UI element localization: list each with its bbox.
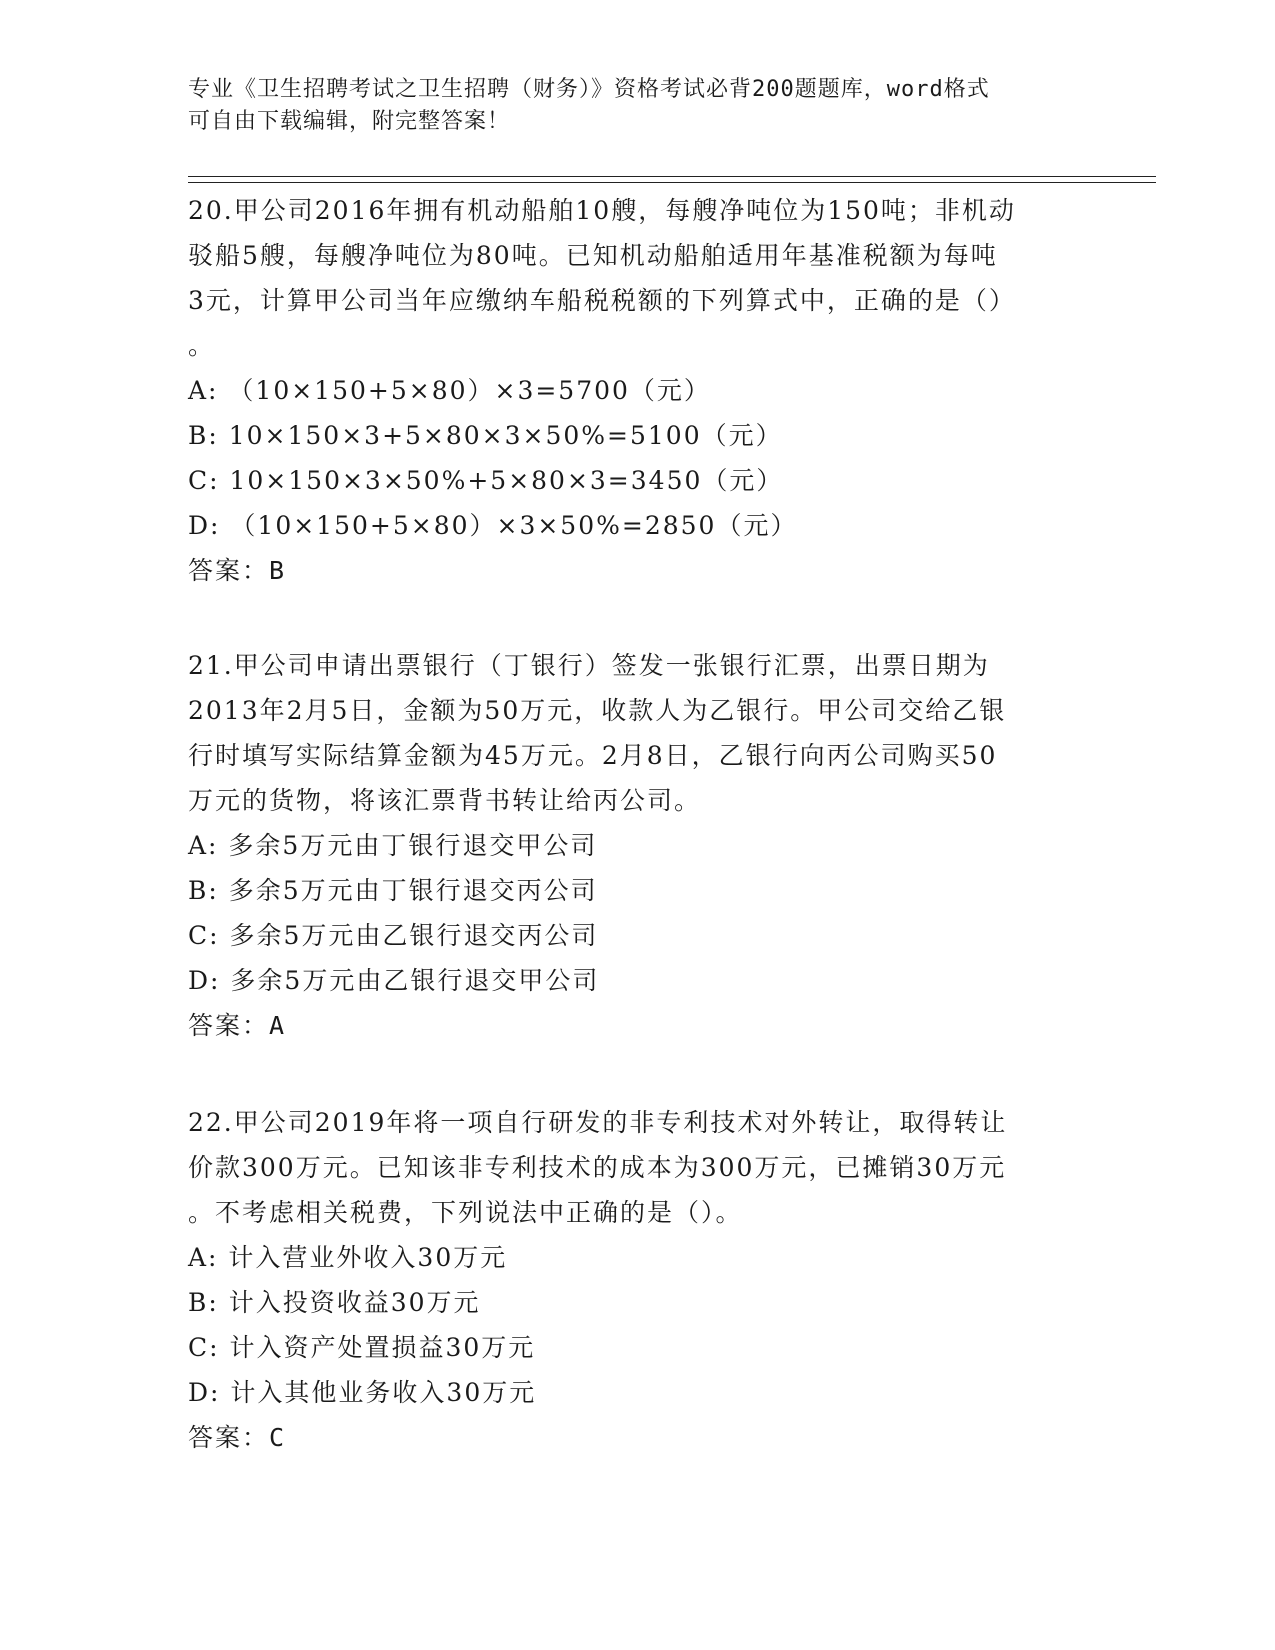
stem-line: 20.甲公司2016年拥有机动船舶10艘，每艘净吨位为150吨；非机动 — [188, 196, 1016, 225]
header-line-1: 专业《卫生招聘考试之卫生招聘（财务）》资格考试必背200题题库，word格式 — [188, 77, 990, 102]
stem-line: 价款300万元。已知该非专利技术的成本为300万元，已摊销30万元 — [188, 1153, 1007, 1182]
question-stem — [188, 643, 1088, 823]
option-b: B: 多余5万元由丁银行退交丙公司 — [188, 876, 598, 905]
option-a: A: 多余5万元由丁银行退交甲公司 — [188, 831, 598, 860]
option-c: C: 计入资产处置损益30万元 — [188, 1333, 536, 1362]
answer-line: 答案：C — [188, 1423, 287, 1452]
option-c: C: 多余5万元由乙银行退交丙公司 — [188, 921, 599, 950]
answer-line: 答案：B — [188, 556, 287, 585]
header-divider-thin — [188, 176, 1156, 177]
header-divider-thick — [188, 182, 1156, 183]
stem-line: 3元，计算甲公司当年应缴纳车船税税额的下列算式中，正确的是（） — [188, 286, 1016, 315]
option-b: B: 10×150×3+5×80×3×50%=5100（元） — [188, 421, 783, 450]
option-a: A: 计入营业外收入30万元 — [188, 1243, 508, 1272]
stem-line: 21.甲公司申请出票银行（丁银行）签发一张银行汇票，出票日期为 — [188, 651, 990, 680]
stem-line: 。 — [188, 331, 216, 360]
answer-line: 答案：A — [188, 1011, 287, 1040]
stem-line: 22.甲公司2019年将一项自行研发的非专利技术对外转让，取得转让 — [188, 1108, 1008, 1137]
document-header — [188, 74, 1088, 138]
question-21 — [188, 643, 1088, 1048]
stem-line: 。不考虑相关税费，下列说法中正确的是（）。 — [188, 1198, 743, 1227]
header-line-2: 可自由下载编辑，附完整答案！ — [188, 109, 511, 134]
stem-line: 行时填写实际结算金额为45万元。2月8日，乙银行向丙公司购买50 — [188, 741, 998, 770]
question-stem — [188, 1100, 1088, 1235]
option-d: D: （10×150+5×80）×3×50%=2850（元） — [188, 511, 798, 540]
option-a: A: （10×150+5×80）×3=5700（元） — [188, 376, 711, 405]
stem-line: 2013年2月5日，金额为50万元，收款人为乙银行。甲公司交给乙银 — [188, 696, 1007, 725]
option-d: D: 计入其他业务收入30万元 — [188, 1378, 537, 1407]
question-22 — [188, 1100, 1088, 1460]
option-d: D: 多余5万元由乙银行退交甲公司 — [188, 966, 600, 995]
stem-line: 万元的货物，将该汇票背书转让给丙公司。 — [188, 786, 702, 815]
option-b: B: 计入投资收益30万元 — [188, 1288, 481, 1317]
question-20 — [188, 188, 1088, 593]
option-c: C: 10×150×3×50%+5×80×3=3450（元） — [188, 466, 784, 495]
stem-line: 驳船5艘，每艘净吨位为80吨。已知机动船舶适用年基准税额为每吨 — [188, 241, 998, 270]
question-stem — [188, 188, 1088, 368]
